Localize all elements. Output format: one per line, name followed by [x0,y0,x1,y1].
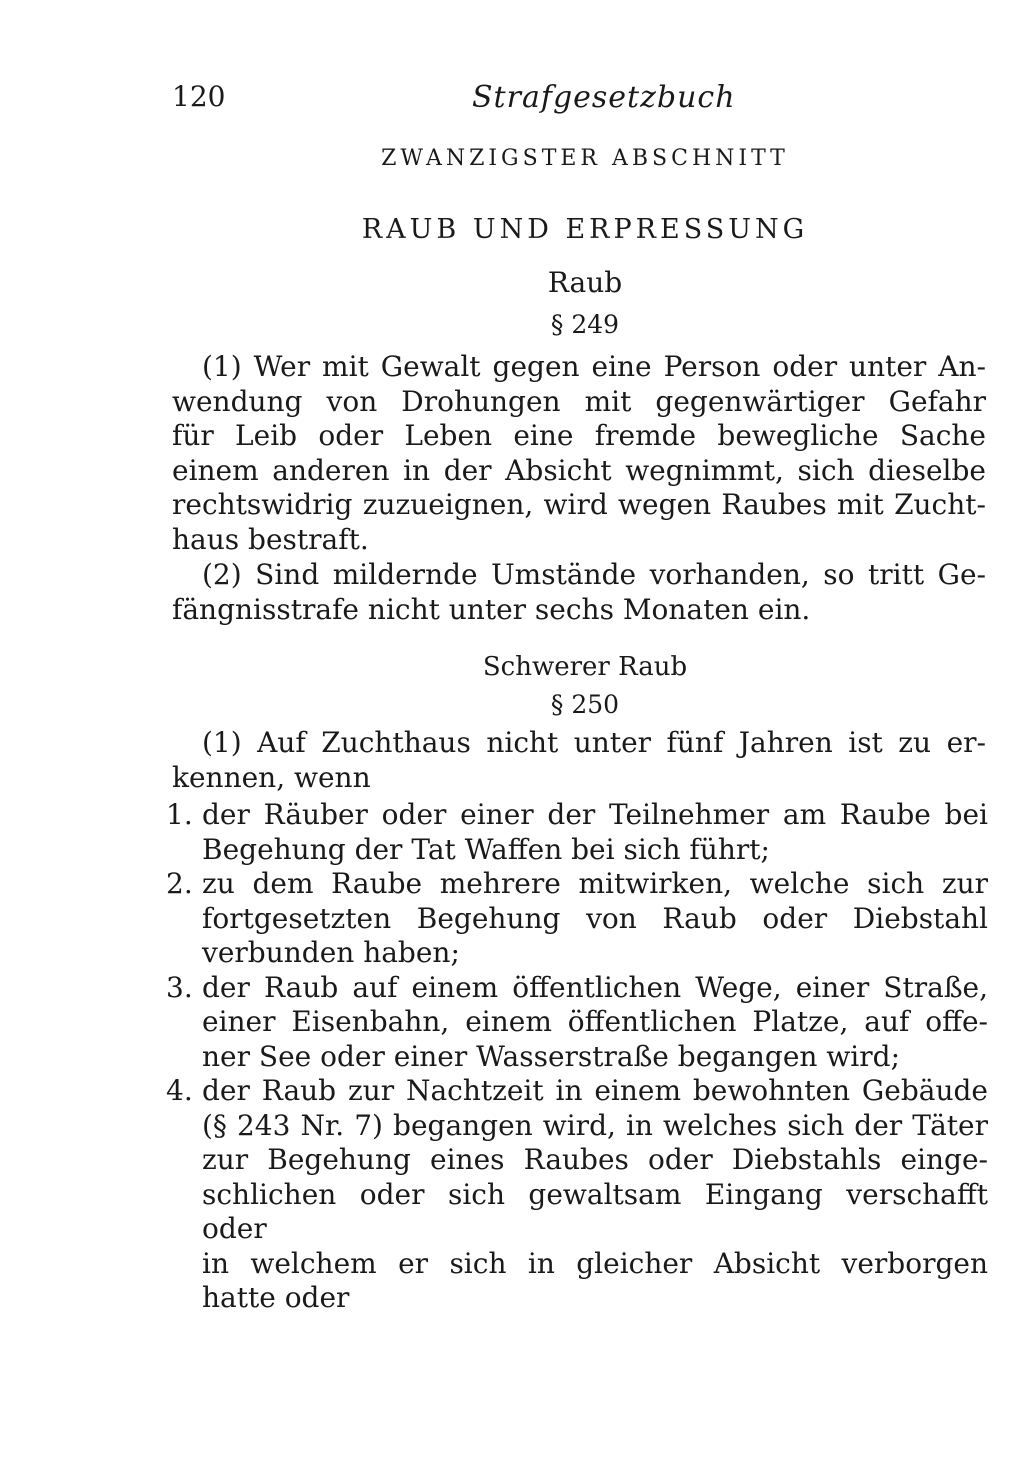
text-line: zur Begehung eines Raubes oder Diebstahls einge- [202,1143,988,1176]
text-line: haus bestraft. [172,522,369,556]
list-item-number: 2. [166,867,193,900]
text-line: für Leib oder Leben eine fremde bewegliche Sache [172,419,986,452]
text-line: schlichen oder sich gewaltsam Eingang verschafft oder [202,1177,988,1245]
chapter-title: RAUB UND ERPRESSUNG [361,214,809,245]
text-line: fängnisstrafe nicht unter sechs Monaten ein. [172,592,811,626]
text-line: kennen, wenn [172,760,371,794]
section-heading-249: Raub [547,266,623,299]
list-item [166,1074,988,1316]
section-number-250: § 250 [550,690,620,719]
text-line: der Räuber oder einer der Teilnehmer am Raube bei [202,798,988,831]
text-line: (1) Auf Zuchthaus nicht unter fünf Jahren ist zu er- [202,726,986,759]
section-250-paragraph-1 [172,726,986,795]
text-line: einer Eisenbahn, einem öffentlichen Platze, auf offe- [202,1005,988,1038]
list-item-number: 3. [166,970,193,1004]
text-line: Begehung der Tat Waffen bei sich führt; [202,832,770,866]
page-number: 120 [172,80,226,113]
text-line: (2) Sind mildernde Umstände vorhanden, so tritt Ge- [202,558,986,591]
text-line: rechtswidrig zuzueignen, wird wegen Raubes mit Zucht- [172,488,986,521]
chapter-label: ZWANZIGSTER ABSCHNITT [381,146,789,171]
text-line: der Raub zur Nachtzeit in einem bewohnten Gebäude [202,1074,988,1107]
list-item [166,798,988,867]
text-line: zu dem Raube mehrere mitwirken, welche sich zur [202,867,988,900]
text-line: in welchem er sich in gleicher Absicht verborgen [202,1246,988,1280]
text-line: fortgesetzten Begehung von Raub oder Diebstahl [202,901,988,935]
text-line: der Raub auf einem öffentlichen Wege, einer Straße, [202,970,988,1004]
list-item-number: 4. [166,1074,193,1107]
list-item-number: 1. [166,798,193,831]
section-heading-250: Schwerer Raub [482,652,688,682]
text-line: (1) Wer mit Gewalt gegen eine Person oder unter An- [202,350,986,383]
list-item [166,867,988,971]
running-title: Strafgesetzbuch [472,80,736,115]
list-item [166,971,988,1075]
text-line: wendung von Drohungen mit gegenwärtiger Gefahr [172,384,986,418]
enumerated-list [166,798,988,1316]
text-line: hatte oder [202,1281,350,1314]
text-line: einem anderen in der Absicht wegnimmt, sich dieselbe [172,453,986,487]
section-249-paragraph-1 [172,350,986,557]
text-line: verbunden haben; [202,936,460,969]
section-number-249: § 249 [550,310,620,339]
section-249-paragraph-2 [172,558,986,627]
text-line: (§ 243 Nr. 7) begangen wird, in welches sich der Täter [202,1108,988,1142]
text-line: ner See oder einer Wasserstraße begangen wird; [202,1039,901,1073]
